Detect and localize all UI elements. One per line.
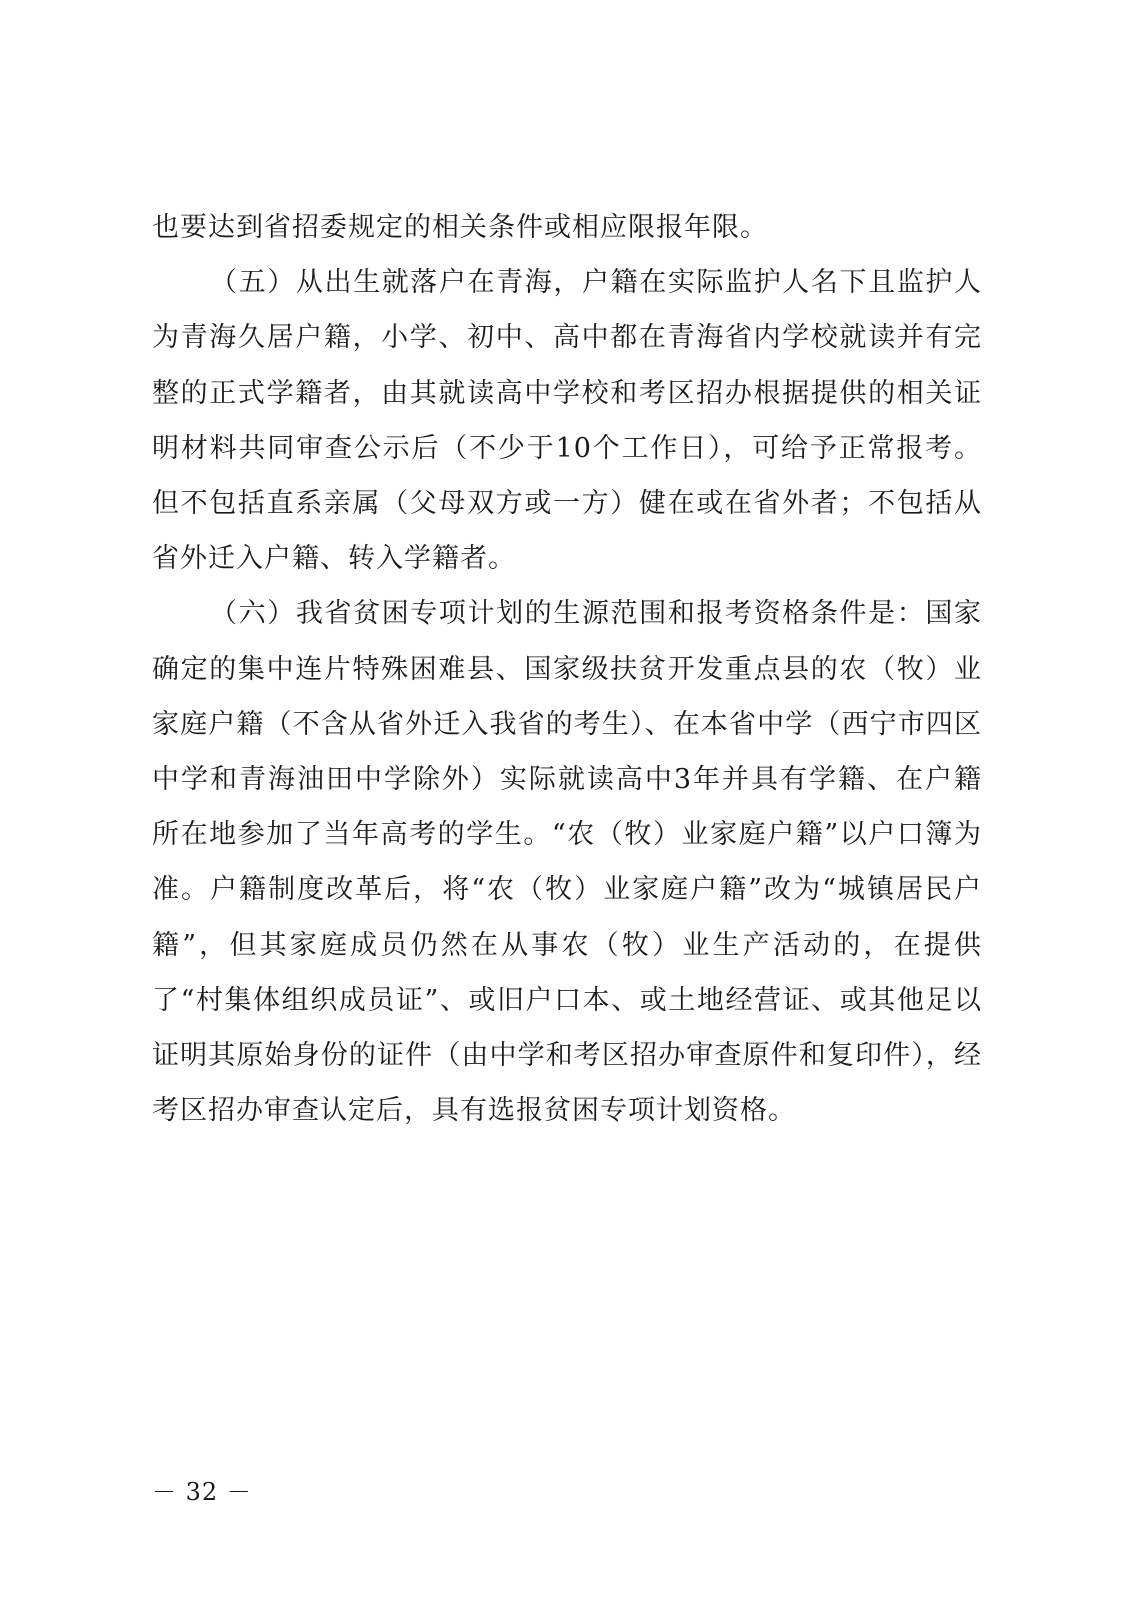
page-number: － 32 － [152,1478,252,1506]
paragraph-item-6: （六）我省贫困专项计划的生源范围和报考资格条件是：国家确定的集中连片特殊困难县、国家级扶贫开发重点县的农（牧）业家庭户籍（不含从省外迁入我省的考生）、在本省中学（西宁市四区中学和青海油田中学除外）实际就读高中3年并具有学籍、在户籍所在地参加了当年高考的学生。“农（牧）业家庭户籍”以户口簿为准。户籍制度改革后，将“农（牧）业家庭户籍”改为“城镇居民户籍”，但其家庭成员仍然在从事农（牧）业生产活动的，在提供了“村集体组织成员证”、或旧户口本、或土地经营证、或其他足以证明其原始身份的证件（由中学和考区招办审查原件和复印件），经考区招办审查认定后，具有选报贫困专项计划资格。 [152,598,982,1127]
document-body [152,200,982,1138]
paragraph-item-5: （五）从出生就落户在青海，户籍在实际监护人名下且监护人为青海久居户籍，小学、初中、高中都在青海省内学校就读并有完整的正式学籍者，由其就读高中学校和考区招办根据提供的相关证明材料共同审查公示后（不少于10个工作日），可给予正常报考。但不包括直系亲属（父母双方或一方）健在或在省外者；不包括从省外迁入户籍、转入学籍者。 [152,267,982,575]
paragraph-continuation: 也要达到省招委规定的相关条件或相应限报年限。 [152,212,768,243]
